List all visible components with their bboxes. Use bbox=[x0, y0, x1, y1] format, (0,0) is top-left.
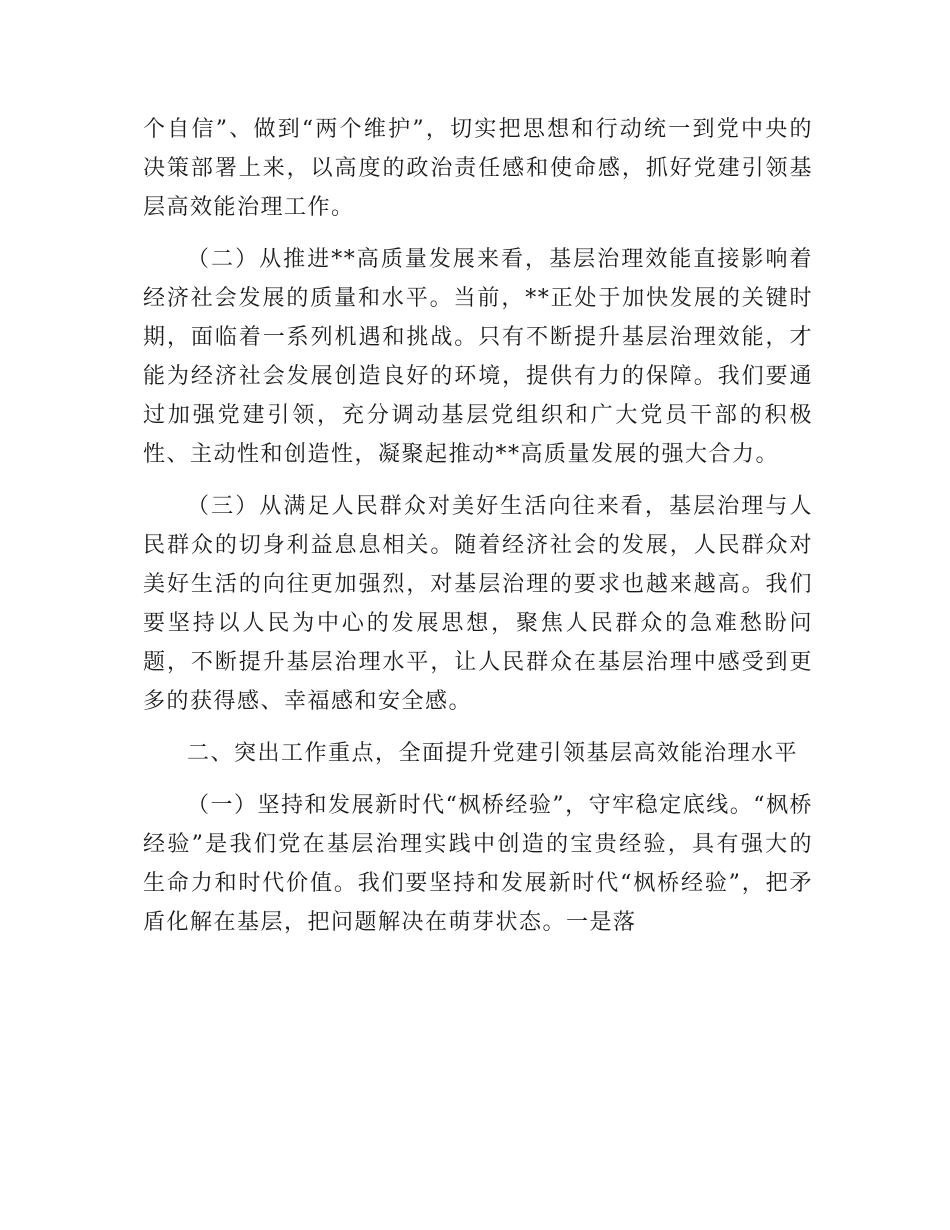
paragraph-continuation: 个自信”、做到“两个维护”，切实把思想和行动统一到党中央的决策部署上来，以高度的政治责任感和使命感，抓好党建引领基层高效能治理工作。 bbox=[143, 117, 813, 220]
paragraph-section-3: （三）从满足人民群众对美好生活向往来看，基层治理与人民群众的切身利益息息相关。随着经济社会的发展，人民群众对美好生活的向往更加强烈，对基层治理的要求也越来越高。我们要坚持以人民为中心的发展思想，聚焦人民群众的急难愁盼问题，不断提升基层治理水平，让人民群众在基层治理中感受到更多的获得感、幸福感和安全感。 bbox=[143, 494, 813, 714]
paragraph-subsection-1: （一）坚持和发展新时代“枫桥经验”，守牢稳定底线。“枫桥经验”是我们党在基层治理实践中创造的宝贵经验，具有强大的生命力和时代价值。我们要坚持和发展新时代“枫桥经验”，把矛盾化解在基层，把问题解决在萌芽状态。一是落 bbox=[143, 793, 813, 935]
section-heading: 二、突出工作重点，全面提升党建引领基层高效能治理水平 bbox=[187, 741, 799, 766]
document-body bbox=[143, 110, 813, 942]
paragraph-section-2: （二）从推进**高质量发展来看，基层治理效能直接影响着经济社会发展的质量和水平。当前，**正处于加快发展的关键时期，面临着一系列机遇和挑战。只有不断提升基层治理效能，才能为经济社会发展创造良好的环境，提供有力的保障。我们要通过加强党建引领，充分调动基层党组织和广大党员干部的积极性、主动性和创造性，凝聚起推动**高质量发展的强大合力。 bbox=[143, 247, 813, 467]
